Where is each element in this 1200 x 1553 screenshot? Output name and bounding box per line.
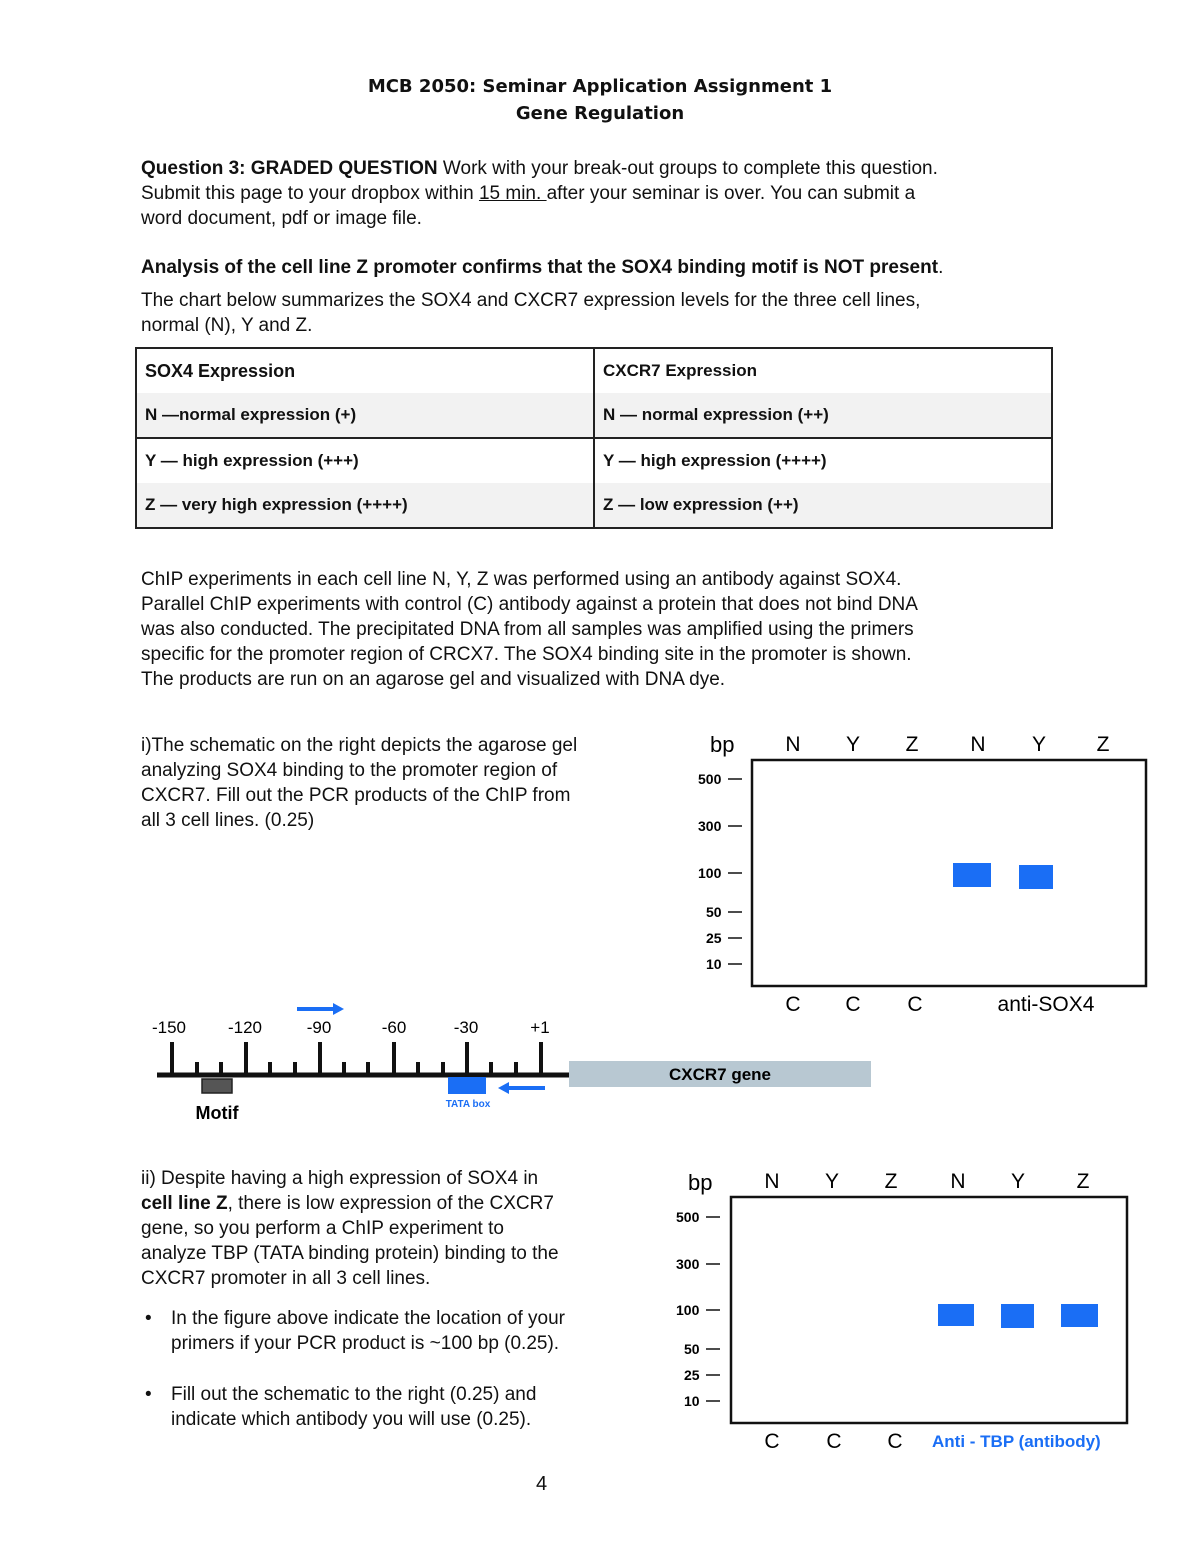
position-label: -60 <box>381 1018 407 1037</box>
part-i-line: CXCR7. Fill out the PCR products of the ChIP from <box>141 785 571 806</box>
gel2-marker-50: 50 <box>684 1341 700 1357</box>
document-subtitle: Gene Regulation <box>515 103 685 124</box>
cxcr7-gene-label: CXCR7 gene <box>668 1065 772 1084</box>
submit-text: Submit this page to your dropbox within <box>141 183 479 204</box>
table-cell: Y — high expression (++++) <box>594 438 1052 483</box>
part-ii-line: gene, so you perform a ChIP experiment to <box>141 1218 504 1239</box>
table-header-cxcr7: CXCR7 Expression <box>594 348 1052 393</box>
document-title: MCB 2050: Seminar Application Assignment 1 <box>367 76 833 97</box>
chip-line: was also conducted. The precipitated DNA from all samples was amplified using the primers <box>141 619 914 640</box>
question-intro <box>141 156 1061 231</box>
analysis-statement <box>141 255 1061 280</box>
part-ii-text <box>141 1166 641 1291</box>
gel2-control-label: C <box>887 1430 903 1453</box>
bullet-icon: • <box>145 1384 152 1405</box>
gel1-lane-label: Z <box>905 733 919 756</box>
gel1-control-label: C <box>845 993 861 1016</box>
table-cell: Z — very high expression (++++) <box>136 483 594 528</box>
gel2-lane-label: N <box>950 1170 966 1193</box>
gel1-lane-label: Y <box>845 733 861 756</box>
gel1-marker-300: 300 <box>698 818 722 834</box>
gel1-lane-label: Y <box>1031 733 1047 756</box>
gel2-marker-300: 300 <box>676 1256 700 1272</box>
chip-description <box>141 567 1061 692</box>
chart-intro <box>141 288 1061 338</box>
motif-label: Motif <box>195 1103 239 1123</box>
position-label: -90 <box>306 1018 332 1037</box>
table-cell: N —normal expression (+) <box>136 393 594 438</box>
gel2-marker-25: 25 <box>684 1367 700 1383</box>
tata-box-label: TATA box <box>445 1099 491 1110</box>
gel1-control-label: C <box>785 993 801 1016</box>
gel1-marker-10: 10 <box>706 956 722 972</box>
gel2-lane-label: N <box>764 1170 780 1193</box>
gel2-control-label: C <box>826 1430 842 1453</box>
gel1-bp-label: bp <box>710 732 735 757</box>
chip-line: The products are run on an agarose gel and visualized with DNA dye. <box>141 669 726 690</box>
table-cell: N — normal expression (++) <box>594 393 1052 438</box>
gel2-marker-500: 500 <box>676 1209 700 1225</box>
forward-primer-arrowhead <box>333 1003 344 1015</box>
gel2-band-z <box>1061 1304 1098 1327</box>
gel2-lane-label: Y <box>824 1170 840 1193</box>
table-header-sox4: SOX4 Expression <box>136 348 594 393</box>
submit-text-cont: after your seminar is over. You can submit a <box>546 183 916 204</box>
instruction-list <box>141 1306 641 1458</box>
time-limit: 15 min. <box>478 183 547 204</box>
position-label: -30 <box>453 1018 479 1037</box>
table-row <box>136 348 1052 393</box>
gel-2 <box>668 1164 1148 1458</box>
part-i-line: all 3 cell lines. (0.25) <box>141 810 315 831</box>
gel2-lane-label: Z <box>884 1170 898 1193</box>
gel2-lane-label: Y <box>1010 1170 1026 1193</box>
gel1-band-y <box>1019 865 1053 889</box>
list-item <box>141 1382 641 1432</box>
bullet-icon: • <box>145 1308 152 1329</box>
gel2-bp-label: bp <box>688 1170 713 1195</box>
reverse-primer-arrowhead <box>498 1082 509 1094</box>
gel1-antibody-label: anti-SOX4 <box>997 993 1095 1016</box>
gel1-marker-100: 100 <box>698 865 722 881</box>
analysis-bold: Analysis of the cell line Z promoter confirms that the SOX4 binding motif is NOT present <box>141 257 939 278</box>
part-ii-line: CXCR7 promoter in all 3 cell lines. <box>141 1268 431 1289</box>
part-ii-line: ii) Despite having a high expression of SOX4 in <box>141 1168 539 1189</box>
part-i-line: analyzing SOX4 binding to the promoter region of <box>141 760 558 781</box>
table-row <box>136 393 1052 438</box>
question-intro-text: Work with your break-out groups to complete this question. <box>437 158 938 179</box>
table-cell: Z — low expression (++) <box>594 483 1052 528</box>
position-label: -150 <box>151 1018 187 1037</box>
chip-line: specific for the promoter region of CRCX7. The SOX4 binding site in the promoter is shown. <box>141 644 912 665</box>
gel2-band-y <box>1001 1304 1034 1328</box>
position-label: -120 <box>227 1018 263 1037</box>
promoter-diagram <box>145 1000 880 1130</box>
submit-format: word document, pdf or image file. <box>141 208 422 229</box>
list-item <box>141 1306 641 1356</box>
bullet-text: indicate which antibody you will use (0.25). <box>171 1409 532 1430</box>
gel1-lane-label: Z <box>1096 733 1110 756</box>
question-label: Question 3: GRADED QUESTION <box>141 158 438 179</box>
cell-line-z-bold: cell line Z <box>141 1193 228 1214</box>
expression-table <box>135 347 1053 529</box>
table-cell: Y — high expression (+++) <box>136 438 594 483</box>
gel-1 <box>690 728 1160 1020</box>
gel2-antibody-label: Anti - TBP (antibody) <box>932 1432 1101 1451</box>
part-ii-line: analyze TBP (TATA binding protein) binding to the <box>141 1243 559 1264</box>
page-number: 4 <box>535 1473 548 1495</box>
gel1-lane-label: N <box>785 733 801 756</box>
analysis-end: . <box>938 257 944 278</box>
table-row <box>136 483 1052 528</box>
chart-intro-line2: normal (N), Y and Z. <box>141 315 313 336</box>
chip-line: ChIP experiments in each cell line N, Y, Z was performed using an antibody against SOX4. <box>141 569 902 590</box>
sox4-motif-box <box>202 1079 232 1093</box>
gel1-lane-label: N <box>970 733 986 756</box>
gel2-band-n <box>938 1304 974 1326</box>
part-i-text <box>141 733 661 833</box>
tata-box <box>448 1077 486 1094</box>
bullet-text: In the figure above indicate the location of your <box>171 1308 565 1329</box>
promoter-ticks <box>172 1042 541 1075</box>
gel1-frame <box>752 760 1146 986</box>
gel1-marker-25: 25 <box>706 930 722 946</box>
gel1-marker-50: 50 <box>706 904 722 920</box>
position-label: +1 <box>530 1018 550 1037</box>
bullet-text: Fill out the schematic to the right (0.25) and <box>171 1384 537 1405</box>
gel1-band-n <box>953 863 991 887</box>
gel2-marker-10: 10 <box>684 1393 700 1409</box>
gel2-marker-100: 100 <box>676 1302 700 1318</box>
gel2-control-label: C <box>764 1430 780 1453</box>
table-row <box>136 438 1052 483</box>
chart-intro-line1: The chart below summarizes the SOX4 and CXCR7 expression levels for the three cell lines, <box>141 290 921 311</box>
part-i-line: i)The schematic on the right depicts the agarose gel <box>141 735 578 756</box>
gel1-marker-500: 500 <box>698 771 722 787</box>
gel1-control-label: C <box>907 993 923 1016</box>
bullet-text: primers if your PCR product is ~100 bp (0.25). <box>171 1333 560 1354</box>
gel2-lane-label: Z <box>1076 1170 1090 1193</box>
chip-line: Parallel ChIP experiments with control (C) antibody against a protein that does not bind DNA <box>141 594 918 615</box>
part-ii-line: , there is low expression of the CXCR7 <box>227 1193 554 1214</box>
